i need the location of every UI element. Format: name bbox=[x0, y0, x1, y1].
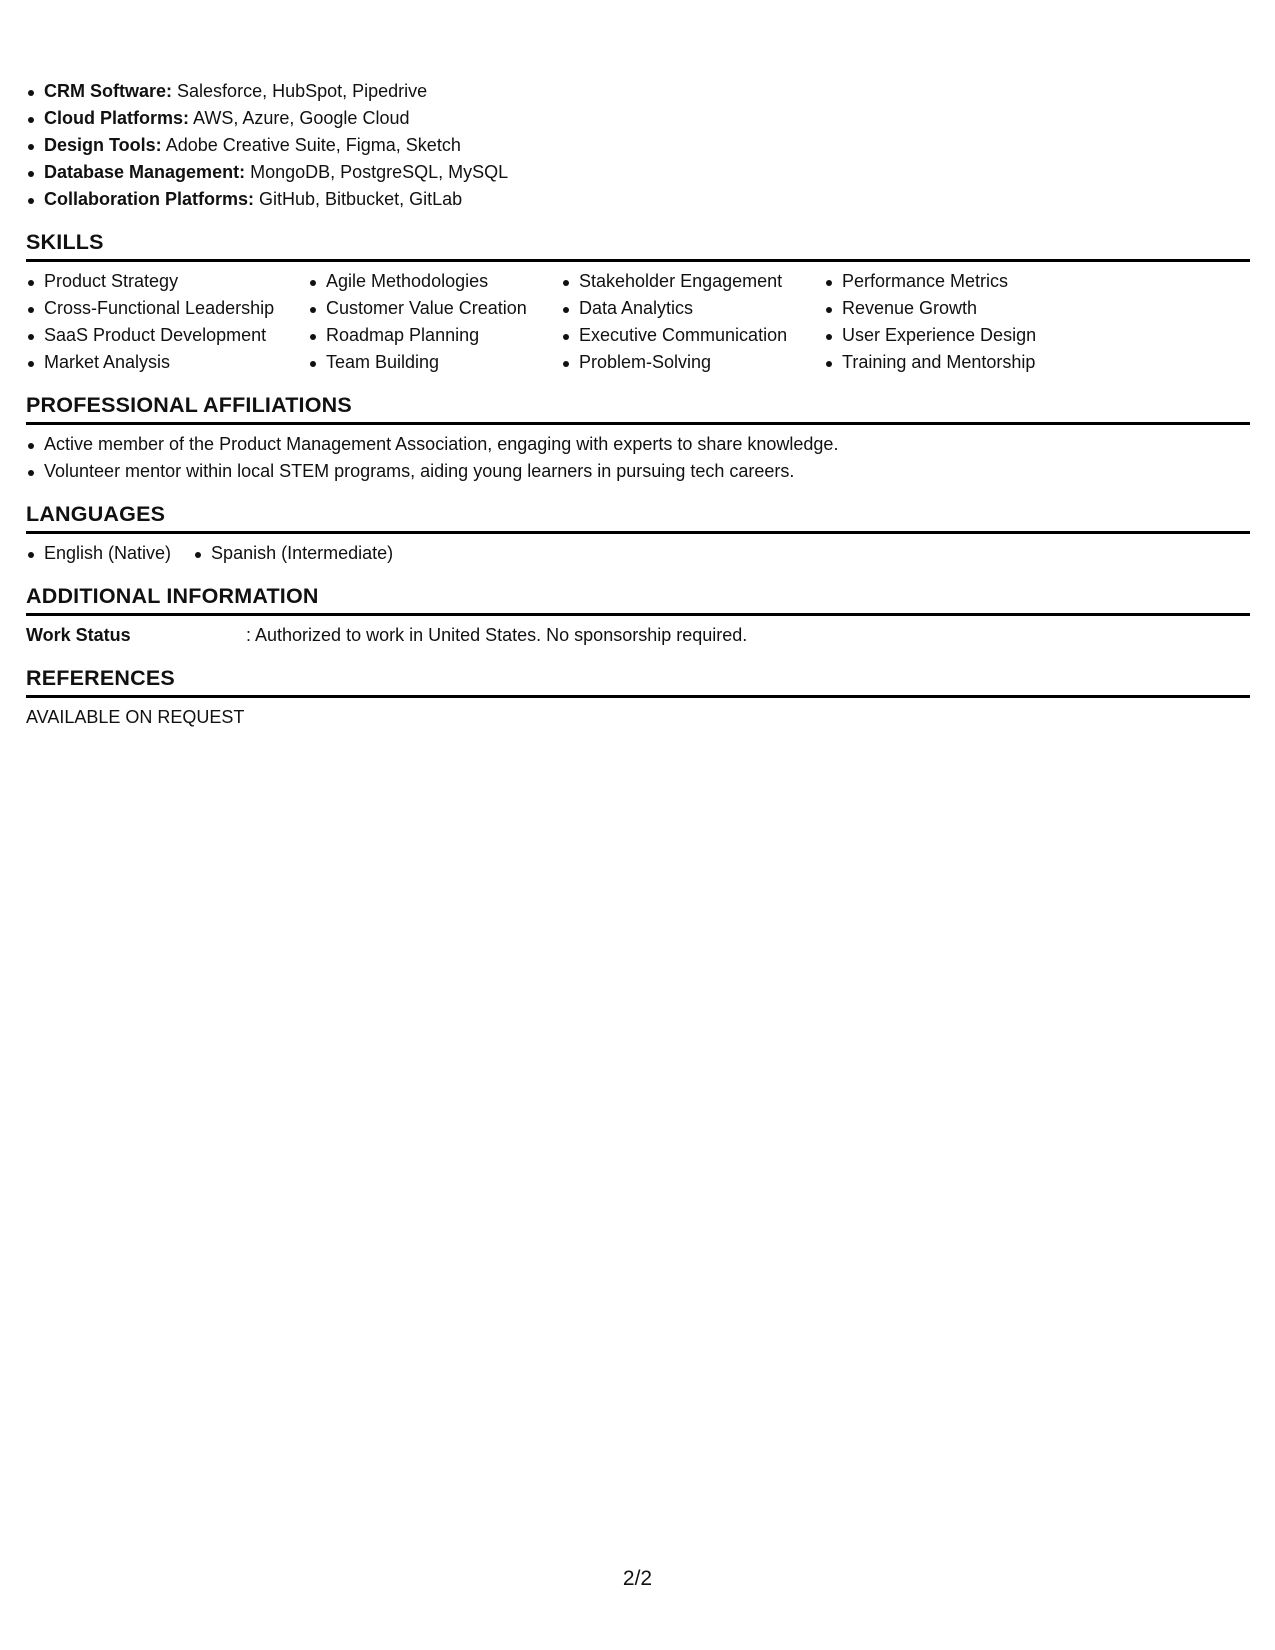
list-item: Active member of the Product Management Association, engaging with experts to share knowledge. bbox=[26, 431, 1250, 458]
list-item: Stakeholder Engagement bbox=[561, 268, 824, 295]
list-item: Agile Methodologies bbox=[308, 268, 561, 295]
section-title: LANGUAGES bbox=[26, 499, 1250, 534]
section-title: SKILLS bbox=[26, 227, 1250, 262]
references-section bbox=[26, 663, 1250, 731]
list-item bbox=[26, 78, 1250, 105]
list-item: Performance Metrics bbox=[824, 268, 1084, 295]
list-item: Market Analysis bbox=[26, 349, 308, 376]
skills-grid bbox=[26, 262, 1250, 376]
skills-column bbox=[561, 268, 824, 376]
list-item: Product Strategy bbox=[26, 268, 308, 295]
section-title: REFERENCES bbox=[26, 663, 1250, 698]
tool-value: AWS, Azure, Google Cloud bbox=[193, 108, 410, 128]
list-item: Training and Mentorship bbox=[824, 349, 1084, 376]
section-title: ADDITIONAL INFORMATION bbox=[26, 581, 1250, 616]
affiliations-list bbox=[26, 431, 1250, 485]
list-item: Revenue Growth bbox=[824, 295, 1084, 322]
list-item bbox=[26, 159, 1250, 186]
list-item: User Experience Design bbox=[824, 322, 1084, 349]
work-status-label: Work Status bbox=[26, 625, 131, 645]
tool-value: Salesforce, HubSpot, Pipedrive bbox=[177, 81, 428, 101]
section-body bbox=[26, 425, 1250, 485]
tool-label: Cloud Platforms: bbox=[44, 108, 190, 128]
list-item: Cross-Functional Leadership bbox=[26, 295, 308, 322]
tool-value: Adobe Creative Suite, Figma, Sketch bbox=[165, 135, 461, 155]
languages-section bbox=[26, 499, 1250, 567]
affiliations-section bbox=[26, 390, 1250, 485]
list-item bbox=[26, 105, 1250, 132]
list-item bbox=[26, 132, 1250, 159]
skills-section bbox=[26, 227, 1250, 376]
languages-list bbox=[26, 540, 415, 567]
tool-value: MongoDB, PostgreSQL, MySQL bbox=[250, 162, 509, 182]
references-text: AVAILABLE ON REQUEST bbox=[26, 707, 245, 727]
skills-column bbox=[26, 268, 308, 376]
tool-value: GitHub, Bitbucket, GitLab bbox=[259, 189, 463, 209]
skills-column bbox=[308, 268, 561, 376]
skills-column bbox=[824, 268, 1084, 376]
list-item: SaaS Product Development bbox=[26, 322, 308, 349]
tools-list bbox=[26, 78, 1250, 213]
list-item: English (Native) bbox=[26, 540, 171, 567]
section-title: PROFESSIONAL AFFILIATIONS bbox=[26, 390, 1250, 425]
list-item: Volunteer mentor within local STEM programs, aiding young learners in pursuing tech careers. bbox=[26, 458, 1250, 485]
list-item: Data Analytics bbox=[561, 295, 824, 322]
list-item: Executive Communication bbox=[561, 322, 824, 349]
languages-row bbox=[26, 534, 1250, 567]
tool-label: Collaboration Platforms: bbox=[44, 189, 255, 209]
list-item: Customer Value Creation bbox=[308, 295, 561, 322]
work-status-value: : Authorized to work in United States. No sponsorship required. bbox=[246, 625, 748, 645]
list-item: Spanish (Intermediate) bbox=[193, 540, 393, 567]
list-item bbox=[26, 186, 1250, 213]
page-number: 2/2 bbox=[622, 1567, 653, 1590]
work-status-row bbox=[26, 616, 1250, 649]
resume-page bbox=[26, 78, 1250, 731]
additional-info-section bbox=[26, 581, 1250, 649]
list-item: Roadmap Planning bbox=[308, 322, 561, 349]
tool-label: Design Tools: bbox=[44, 135, 162, 155]
tool-label: CRM Software: bbox=[44, 81, 173, 101]
tool-label: Database Management: bbox=[44, 162, 246, 182]
list-item: Problem-Solving bbox=[561, 349, 824, 376]
list-item: Team Building bbox=[308, 349, 561, 376]
